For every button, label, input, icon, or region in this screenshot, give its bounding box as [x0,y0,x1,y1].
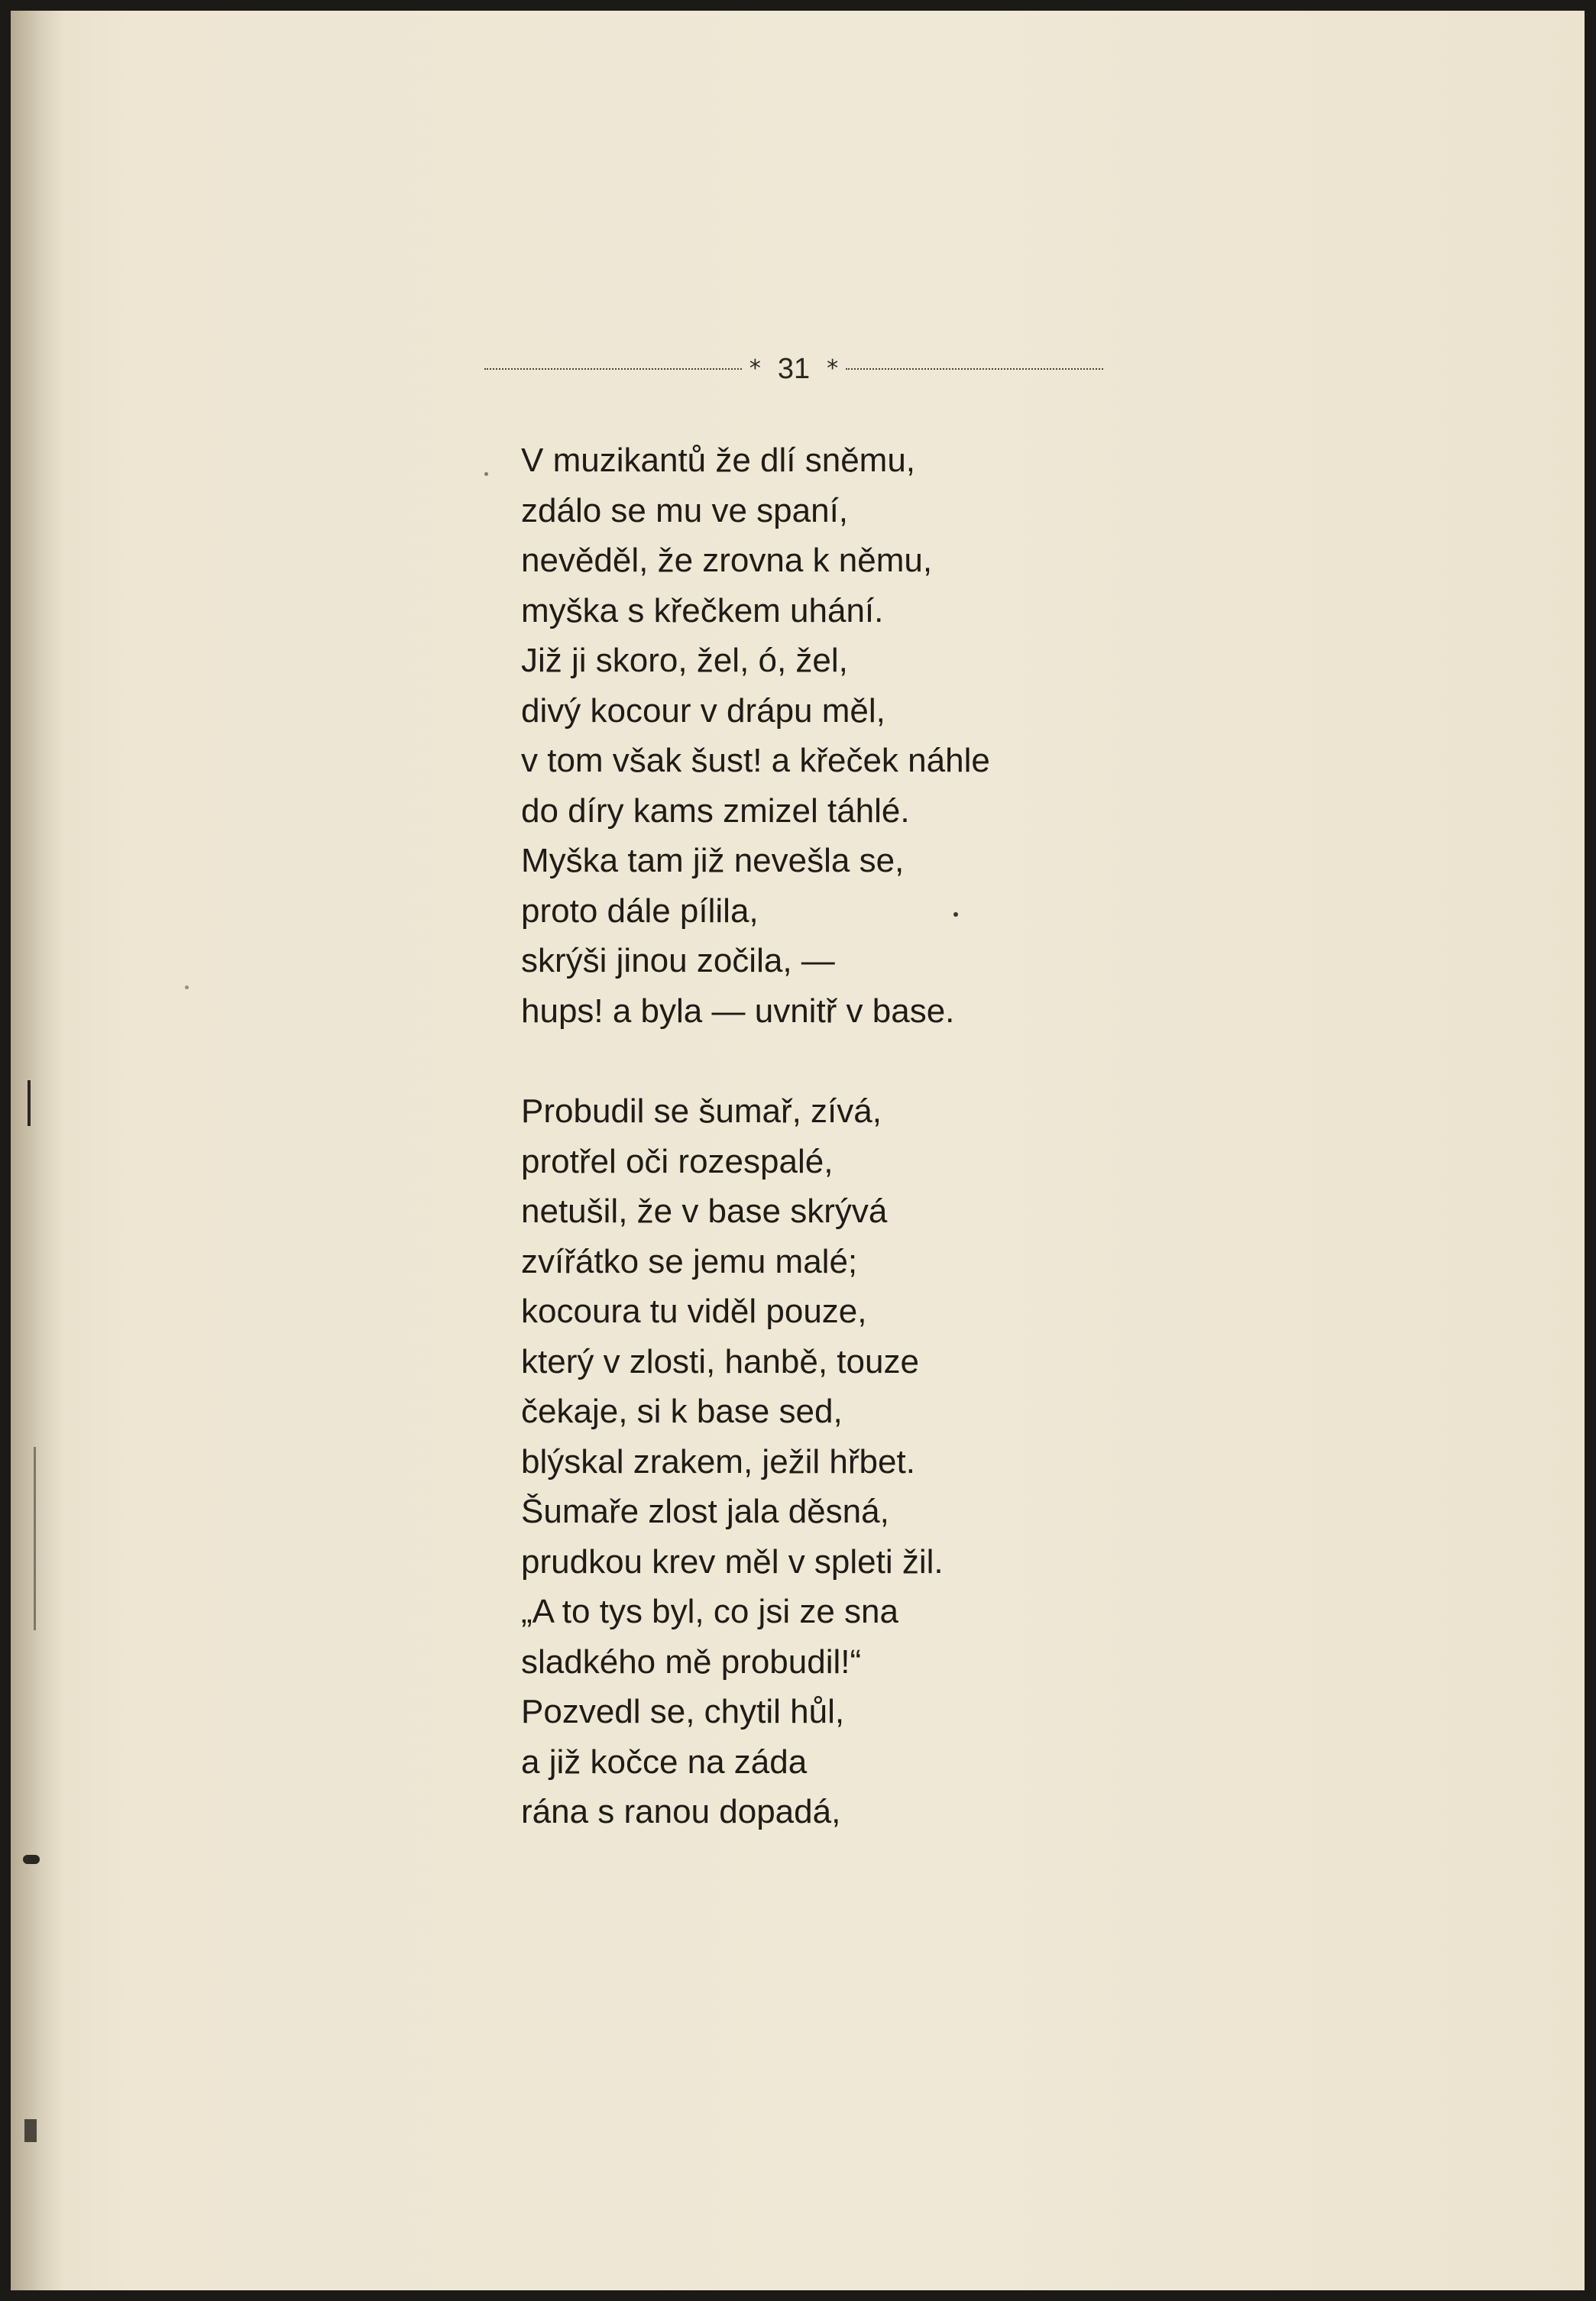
poem-line: protřel oči rozespalé, [521,1142,834,1180]
poem-line: sladkého mě probudil!“ [521,1642,862,1681]
paper-speck [484,472,488,476]
poem-line: Myška tam již nevešla se, [521,842,905,879]
poem-text [521,435,990,1837]
poem-line: hups! a byla — uvnitř v base. [521,992,955,1030]
poem-line: skrýši jinou zočila, — [521,942,835,979]
stanza-1 [521,435,990,1036]
poem-line: v tom však šust! a křeček náhle [521,742,990,779]
poem-line: netušil, že v base skrývá [521,1193,888,1230]
poem-line: prudkou krev měl v spleti žil. [521,1542,944,1581]
poem-line: kocoura tu viděl pouze, [521,1293,867,1330]
poem-line: V muzikantů že dlí sněmu, [521,442,916,479]
poem-line: do díry kams zmizel táhlé. [521,791,910,830]
paper-speck [953,912,958,917]
header-rule-right [846,368,1103,370]
spine-mark [23,1855,40,1864]
left-ornament: * [749,355,761,382]
poem-line: a již kočce na záda [521,1743,808,1781]
spine-mark [34,1447,36,1630]
poem-line: zdálo se mu ve spaní, [521,491,849,529]
poem-line: proto dále pílila, [521,892,759,930]
poem-line: Šumaře zlost jala děsná, [521,1493,889,1530]
stanza-2 [521,1086,990,1837]
header-rule-left [484,368,742,370]
poem-line: Pozvedl se, chytil hůl, [521,1693,845,1730]
spine-mark [28,1080,31,1126]
paper-speck [185,985,189,989]
page-header [484,350,1103,388]
page-number: 31 [777,353,811,385]
poem-line: Již ji skoro, žel, ó, žel, [521,642,848,679]
poem-line: čekaje, si k base sed, [521,1393,843,1430]
poem-line: který v zlosti, hanbě, touze [521,1342,919,1380]
poem-line: „A to tys byl, co jsi ze sna [521,1593,898,1630]
spine-mark [24,2119,37,2142]
poem-line: zvířátko se jemu malé; [521,1242,858,1280]
book-page [11,11,1585,2290]
poem-line: divý kocour v drápu měl, [521,691,885,730]
poem-line: myška s křečkem uhání. [521,591,884,629]
poem-line: blýskal zrakem, ježil hřbet. [521,1442,915,1481]
page-spine-shadow [11,11,64,2290]
poem-line: rána s ranou dopadá, [521,1793,841,1830]
right-ornament: * [827,355,839,382]
poem-line: nevěděl, že zrovna k němu, [521,542,933,579]
poem-line: Probudil se šumař, zívá, [521,1092,882,1130]
